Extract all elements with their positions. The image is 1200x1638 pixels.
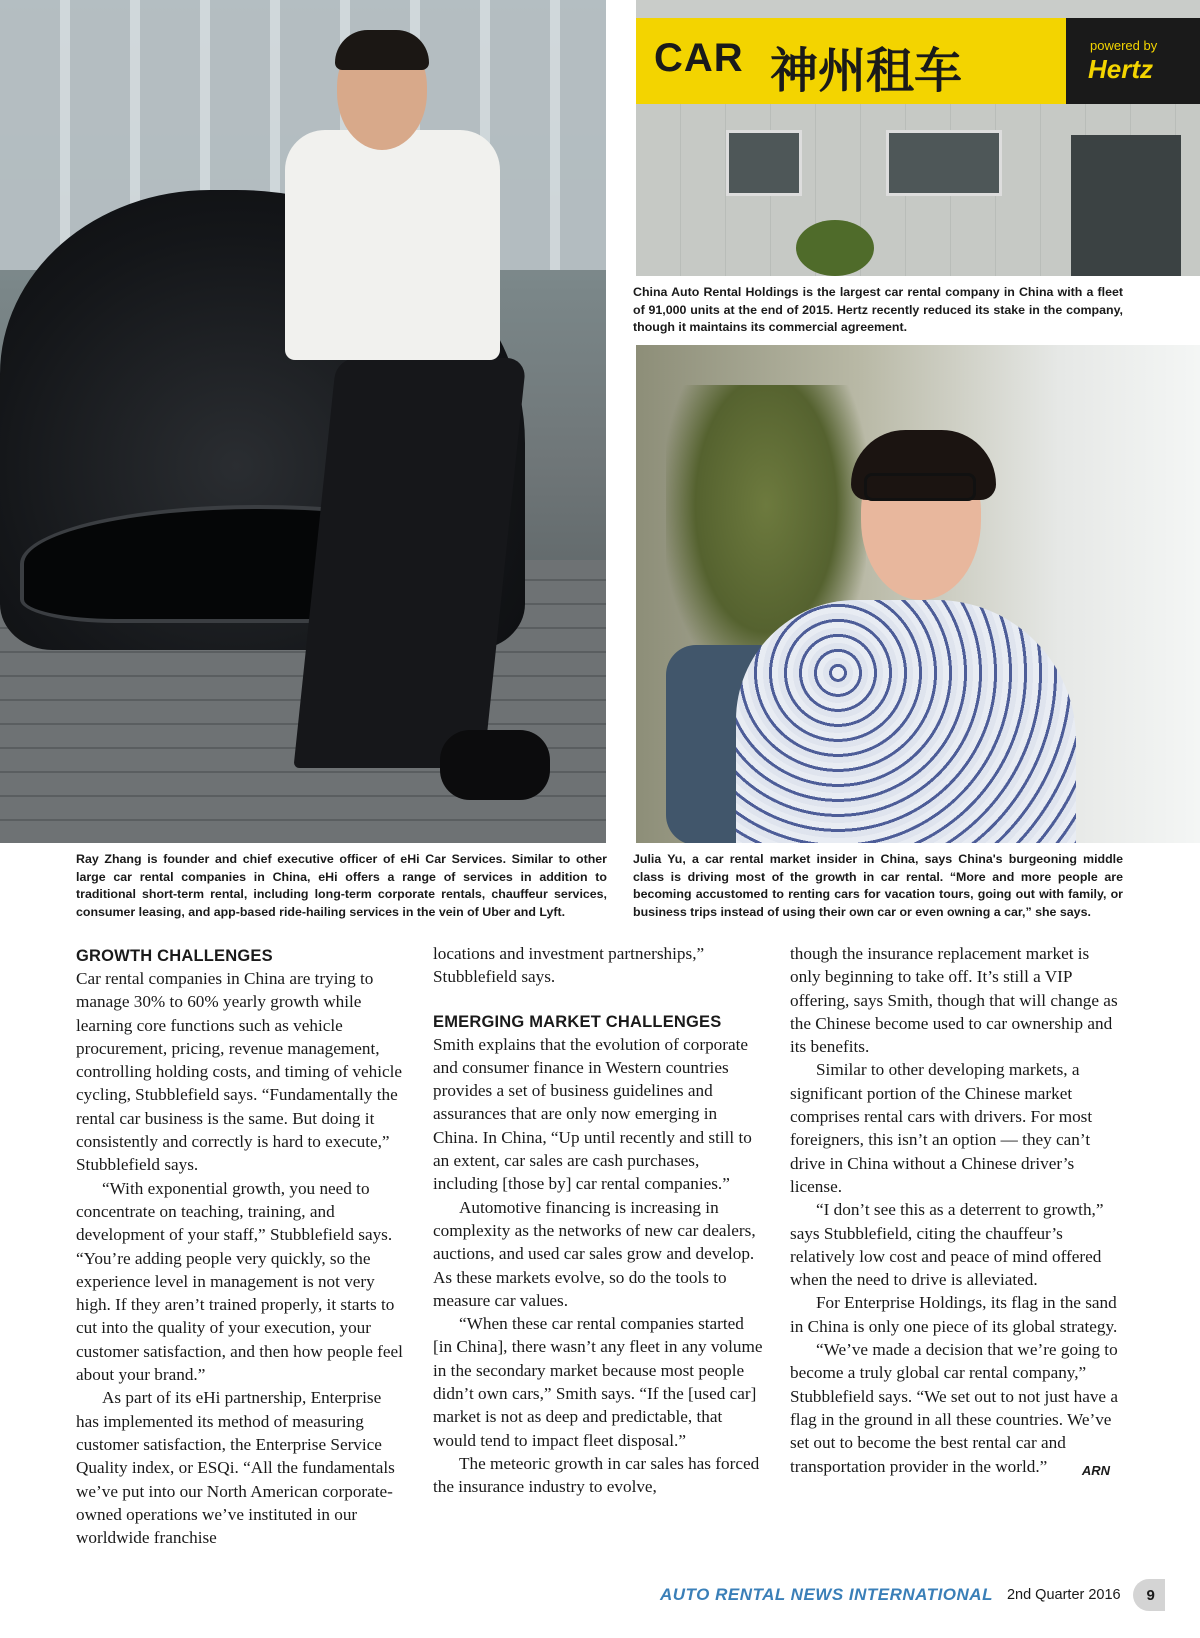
paragraph: Car rental companies in China are trying to manage 30% to 60% yearly growth while learning core functions such as vehicle procurement, pricing, revenue management, controlling holding costs, and timing of vehicle cycling, Stubblefield says. “Fundamentally the rental car business is the same. But doing it consistently and correctly is hard to execute,” Stubblefield says. [76,969,403,1175]
storefront-bush [796,220,874,276]
publication-name: AUTO RENTAL NEWS INTERNATIONAL [660,1585,993,1604]
sign-hertz-logo: Hertz [1088,54,1154,84]
article-column-2 [433,942,763,1499]
paragraph: Smith explains that the evolution of corporate and consumer finance in Western countries provides a set of business guidelines and assurances that are only now emerging in China. In China, “Up until recently and still to an extent, car sales are cash purchases, including [those by] car rental companies.” [433,1034,752,1194]
photo-julia-yu [636,345,1200,843]
caption-julia-yu: Julia Yu, a car rental market insider in China, says China's burgeoning middle class is driving most of the growth in car rental. “More and more people are becoming accustomed to renting cars for vacation tours, going out with family, or business trips instead of using their own car or even owning a car,” she says. [633,852,1123,919]
section-heading-growth-challenges: GROWTH CHALLENGES [76,947,273,965]
photo-person-shoes [440,730,550,800]
photo-person-shirt [285,130,500,360]
page-number: 9 [1133,1579,1165,1611]
paragraph: For Enterprise Holdings, its flag in the sand in China is only one piece of its global strategy. [790,1293,1118,1336]
paragraph: Automotive financing is increasing in complexity as the networks of new car dealers, auctions, and used car sales grow and develop. As these markets evolve, so do the tools to measure car values. [433,1197,756,1310]
paragraph: “When these car rental companies started [in China], there wasn’t any fleet in any volume in the secondary market because most people didn’t own cars,” Smith says. “If the [used car] market is not as deep and predictable, that would tend to impact fleet disposal.” [433,1314,763,1450]
issue-date: 2nd Quarter 2016 [1006,1587,1121,1603]
paragraph: though the insurance replacement market is only beginning to take off. It’s still a VIP offering, says Smith, though that will change as the Chinese become used to car ownership and its benefits. [790,944,1118,1057]
caption-storefront: China Auto Rental Holdings is the largest car rental company in China with a fleet of 91,000 units at the end of 2015. Hertz recently reduced its stake in the company, though it maintains its commercial agreement. [633,285,1123,335]
storefront-window [726,130,802,196]
end-of-article-mark: ARN [1081,1462,1110,1478]
page-footer [660,1580,1165,1610]
paragraph: “With exponential growth, you need to concentrate on teaching, training, and development of your staff,” Stubblefield says. “You’re adding people very quickly, so the experience level in management is not very high. If they aren’t trained properly, it starts to cut into the quality of your execution, your customer satisfaction, and then how people feel about your brand.” [76,1178,403,1385]
photo-ray-zhang [0,0,606,843]
photo-glasses [864,473,976,501]
photo-person-hair [335,30,429,70]
paragraph: Similar to other developing markets, a significant portion of the Chinese market comprises rental cars with drivers. For most foreigners, this isn’t an option — they can’t drive in China without a Chinese driver’s license. [790,1060,1093,1196]
storefront-window [886,130,1002,196]
caption-ray-zhang: Ray Zhang is founder and chief executive officer of eHi Car Services. Similar to other large car rental companies in China, eHi offers a range of services in addition to traditional short-term rental, including long-term corporate rentals, chauffeur services, consumer leasing, and app-based ride-hailing services in the vein of Uber and Lyft. [76,852,607,919]
sign-powered-by: powered by [1090,38,1158,53]
paragraph [790,1338,1120,1478]
sign-chinese-name: 神州租车 [770,43,963,99]
section-heading-emerging-market-challenges: EMERGING MARKET CHALLENGES [433,1012,722,1031]
paragraph: As part of its eHi partnership, Enterprise has implemented its method of measuring customer satisfaction, the Enterprise Service Quality index, or ESQi. “All the fundamentals we’ve put into our North American corporate-owned operations we’ve instituted in our worldwide franchise [76,1388,395,1548]
paragraph-text: “We’ve made a decision that we’re going to become a truly global car rental company,” Stubblefield says. “We set out to not just have a flag in the ground in all these countries. We’ve set out to become the best rental car and transportation provider in the world.” [790,1340,1118,1476]
sign-car-logo: CAR [654,36,744,80]
paragraph: The meteoric growth in car sales has forced the insurance industry to evolve, [433,1453,760,1497]
storefront-door [1071,135,1181,276]
paragraph: “I don’t see this as a deterrent to growth,” says Stubblefield, citing the chauffeur’s relatively low cost and peace of mind offered when the need to drive is alleviated. [790,1200,1104,1290]
photo-patterned-dress [736,600,1076,843]
paragraph: locations and investment partnerships,” Stubblefield says. [433,944,705,987]
article-column-1 [76,945,406,1549]
article-column-3 [790,942,1120,1482]
